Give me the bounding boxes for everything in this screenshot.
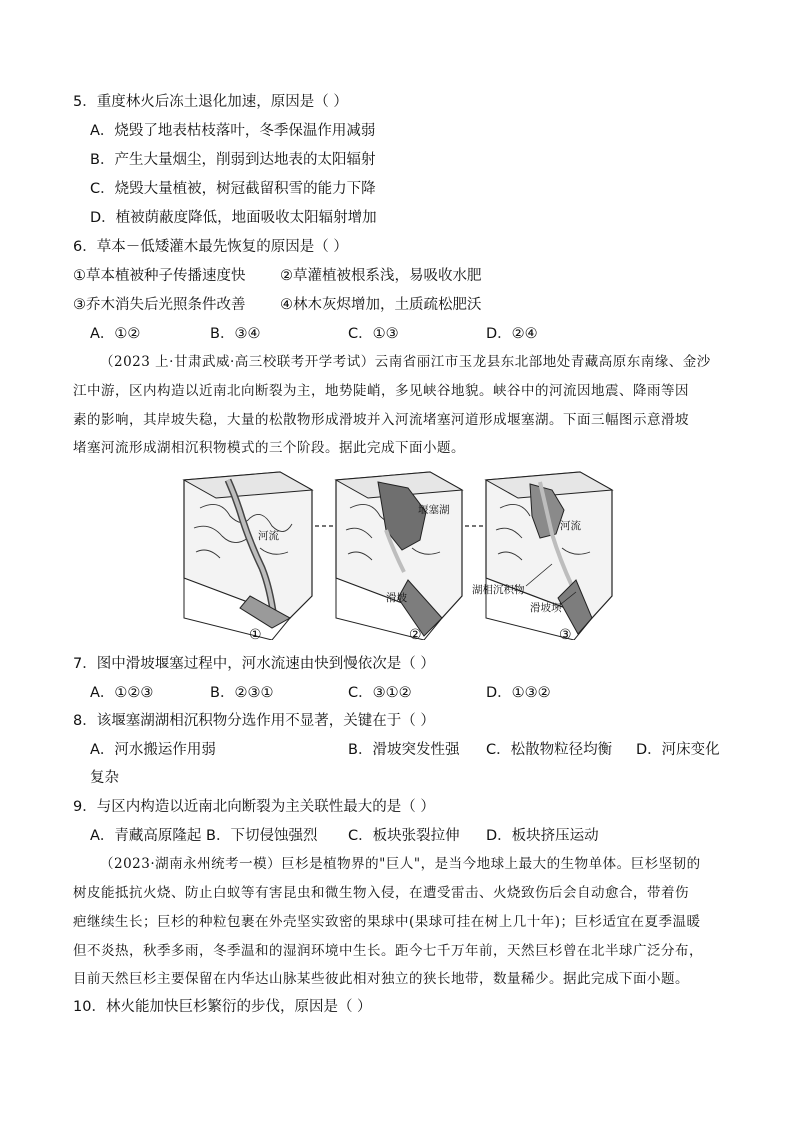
- figure-number-1: ①: [249, 627, 262, 643]
- question-5-option-d[interactable]: D．植被荫蔽度降低，地面吸收太阳辐射增加: [90, 210, 377, 226]
- landslide-dam-figure: [180, 468, 620, 640]
- question-5-stem: 5．重度林火后冻土退化加速，原因是（ ）: [73, 94, 348, 110]
- stage-1-block: [184, 472, 312, 640]
- question-7-option-c[interactable]: C．③①②: [348, 685, 412, 701]
- passage-2-line-3: 疤继续生长；巨杉的种粒包裹在外壳坚实致密的果球中(果球可挂在树上几十年)；巨杉适宜在夏季温暖: [73, 914, 701, 930]
- question-9-options-a-b[interactable]: A．青藏高原隆起 B．下切侵蚀强烈: [90, 828, 318, 844]
- question-8-option-b[interactable]: B．滑坡突发性强: [348, 742, 460, 758]
- label-landslide-dam: 滑坡坝: [530, 602, 562, 614]
- question-9-option-d[interactable]: D．板块挤压运动: [486, 828, 599, 844]
- label-landslide: 滑坡: [386, 592, 407, 604]
- passage-1-line-1: （2023 上·甘肃武威·高三校联考开学考试）云南省丽江市玉龙县东北部地处青藏高原东南缘、金沙: [100, 354, 711, 370]
- question-7-option-b[interactable]: B．②③①: [210, 685, 274, 701]
- question-7-option-d[interactable]: D．①③②: [486, 685, 551, 701]
- label-dammed-lake: 堰塞湖: [418, 504, 450, 516]
- question-6-statement-1: ①草本植被种子传播速度快: [73, 268, 246, 284]
- question-5-option-a[interactable]: A．烧毁了地表枯枝落叶，冬季保温作用减弱: [90, 123, 376, 139]
- figure-number-3: ③: [559, 627, 572, 643]
- question-9-option-c[interactable]: C．板块张裂拉伸: [348, 828, 460, 844]
- passage-2-line-5: 目前天然巨杉主要保留在内华达山脉某些彼此相对独立的狭长地带，数量稀少。据此完成下面小题。: [73, 971, 689, 987]
- passage-1-line-3: 素的影响，其岸坡失稳，大量的松散物形成滑坡并入河流堵塞河道形成堰塞湖。下面三幅图示意滑坡: [73, 412, 689, 428]
- question-6-option-c[interactable]: C．①③: [348, 326, 399, 342]
- passage-1-line-2: 江中游，区内构造以近南北向断裂为主，地势陡峭，多见峡谷地貌。峡谷中的河流因地震、降雨等因: [73, 383, 689, 399]
- passage-2-line-1: （2023·湖南永州统考一模）巨杉是植物界的"巨人"，是当今地球上最大的生物单体。巨杉坚韧的: [100, 856, 701, 872]
- label-lacustrine-sediment: 湖相沉积物: [472, 584, 525, 596]
- question-6-statement-4: ④林木灰烬增加，土质疏松肥沃: [280, 297, 482, 313]
- question-6-option-b[interactable]: B．③④: [210, 326, 261, 342]
- question-5-option-b[interactable]: B．产生大量烟尘，削弱到达地表的太阳辐射: [90, 152, 376, 168]
- question-8-stem: 8．该堰塞湖湖相沉积物分选作用不显著，关键在于（ ）: [73, 713, 435, 729]
- label-river-stage-1: 河流: [258, 530, 279, 542]
- question-7-stem: 7．图中滑坡堰塞过程中，河水流速由快到慢依次是（ ）: [73, 656, 435, 672]
- question-6-statement-2: ②草灌植被根系浅，易吸收水肥: [280, 268, 482, 284]
- question-8-option-a[interactable]: A．河水搬运作用弱: [90, 742, 216, 758]
- question-6-option-d[interactable]: D．②④: [486, 326, 538, 342]
- question-6-option-a[interactable]: A．①②: [90, 326, 141, 342]
- question-9-stem: 9．与区内构造以近南北向断裂为主关联性最大的是（ ）: [73, 799, 435, 815]
- stage-2-block: [336, 472, 462, 640]
- question-8-option-d[interactable]: D．河床变化: [636, 742, 720, 758]
- question-6-stem: 6．草本－低矮灌木最先恢复的原因是（ ）: [73, 239, 348, 255]
- question-8-option-d-continued: 复杂: [90, 770, 119, 786]
- question-10-stem: 10．林火能加快巨杉繁衍的步伐，原因是（ ）: [73, 999, 372, 1015]
- label-river-stage-3: 河流: [560, 520, 581, 532]
- passage-2-line-4: 但不炎热，秋季多雨，冬季温和的湿润环境中生长。距今七千万年前，天然巨杉曾在北半球广泛分布，: [73, 943, 703, 959]
- question-6-statement-3: ③乔木消失后光照条件改善: [73, 297, 246, 313]
- question-8-option-c[interactable]: C．松散物粒径均衡: [486, 742, 613, 758]
- passage-1-line-4: 堵塞河流形成湖相沉积物模式的三个阶段。据此完成下面小题。: [73, 440, 465, 456]
- question-7-option-a[interactable]: A．①②③: [90, 685, 154, 701]
- passage-2-line-2: 树皮能抵抗火烧、防止白蚁等有害昆虫和微生物入侵，在遭受雷击、火烧致伤后会自动愈合，带着伤: [73, 885, 689, 901]
- question-5-option-c[interactable]: C．烧毁大量植被，树冠截留积雪的能力下降: [90, 181, 376, 197]
- figure-number-2: ②: [409, 627, 422, 643]
